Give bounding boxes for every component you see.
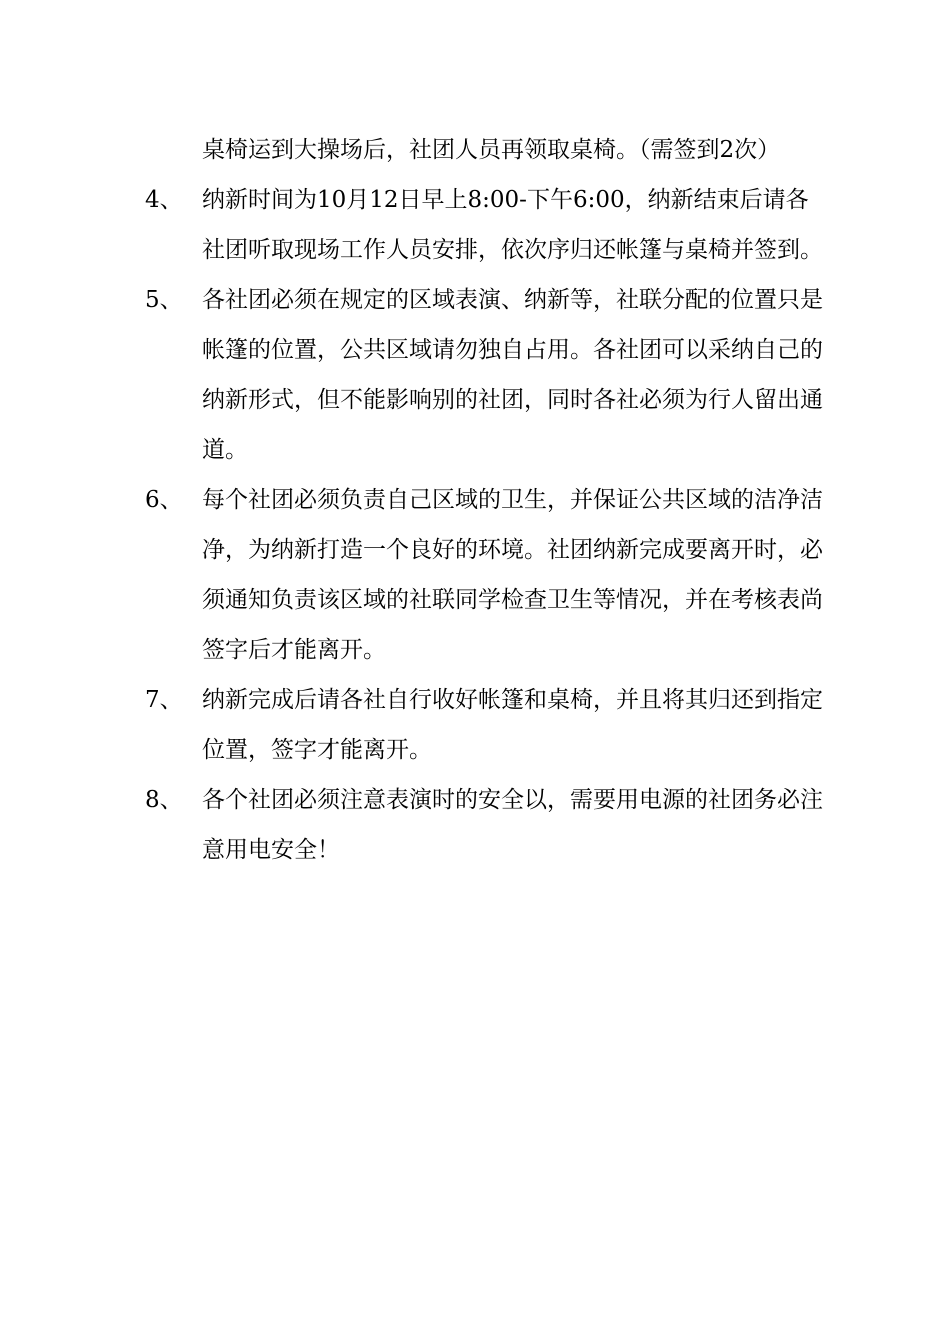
item-number: 8、 (145, 787, 183, 813)
item-line: 各社团必须在规定的区域表演、纳新等，社联分配的位置只是 (202, 287, 823, 313)
item-line: 帐篷的位置，公共区域请勿独自占用。各社团可以采纳自己的 (202, 337, 823, 363)
item-line: 社团听取现场工作人员安排，依次序归还帐篷与桌椅并签到。 (202, 237, 823, 263)
item-line: 纳新完成后请各社自行收好帐篷和桌椅，并且将其归还到指定 (202, 687, 823, 713)
item-line: 道。 (202, 437, 248, 463)
item-number: 4、 (145, 187, 183, 213)
item-line: 每个社团必须负责自己区域的卫生，并保证公共区域的洁净洁 (202, 487, 823, 513)
continuation-line: 桌椅运到大操场后，社团人员再领取桌椅。（需签到2次） (202, 137, 781, 163)
item-line: 位置，签字才能离开。 (202, 737, 432, 763)
item-number: 5、 (145, 287, 183, 313)
item-line: 须通知负责该区域的社联同学检查卫生等情况，并在考核表尚 (202, 587, 823, 613)
item-line: 纳新形式，但不能影响别的社团，同时各社必须为行人留出通 (202, 387, 823, 413)
item-number: 6、 (145, 487, 183, 513)
item-line: 各个社团必须注意表演时的安全以，需要用电源的社团务必注 (202, 787, 823, 813)
item-line: 纳新时间为10月12日早上8:00-下午6:00，纳新结束后请各 (202, 187, 809, 213)
item-line: 净，为纳新打造一个良好的环境。社团纳新完成要离开时，必 (202, 537, 823, 563)
item-number: 7、 (145, 687, 183, 713)
item-line: 意用电安全！ (202, 837, 340, 863)
item-line: 签字后才能离开。 (202, 637, 386, 663)
